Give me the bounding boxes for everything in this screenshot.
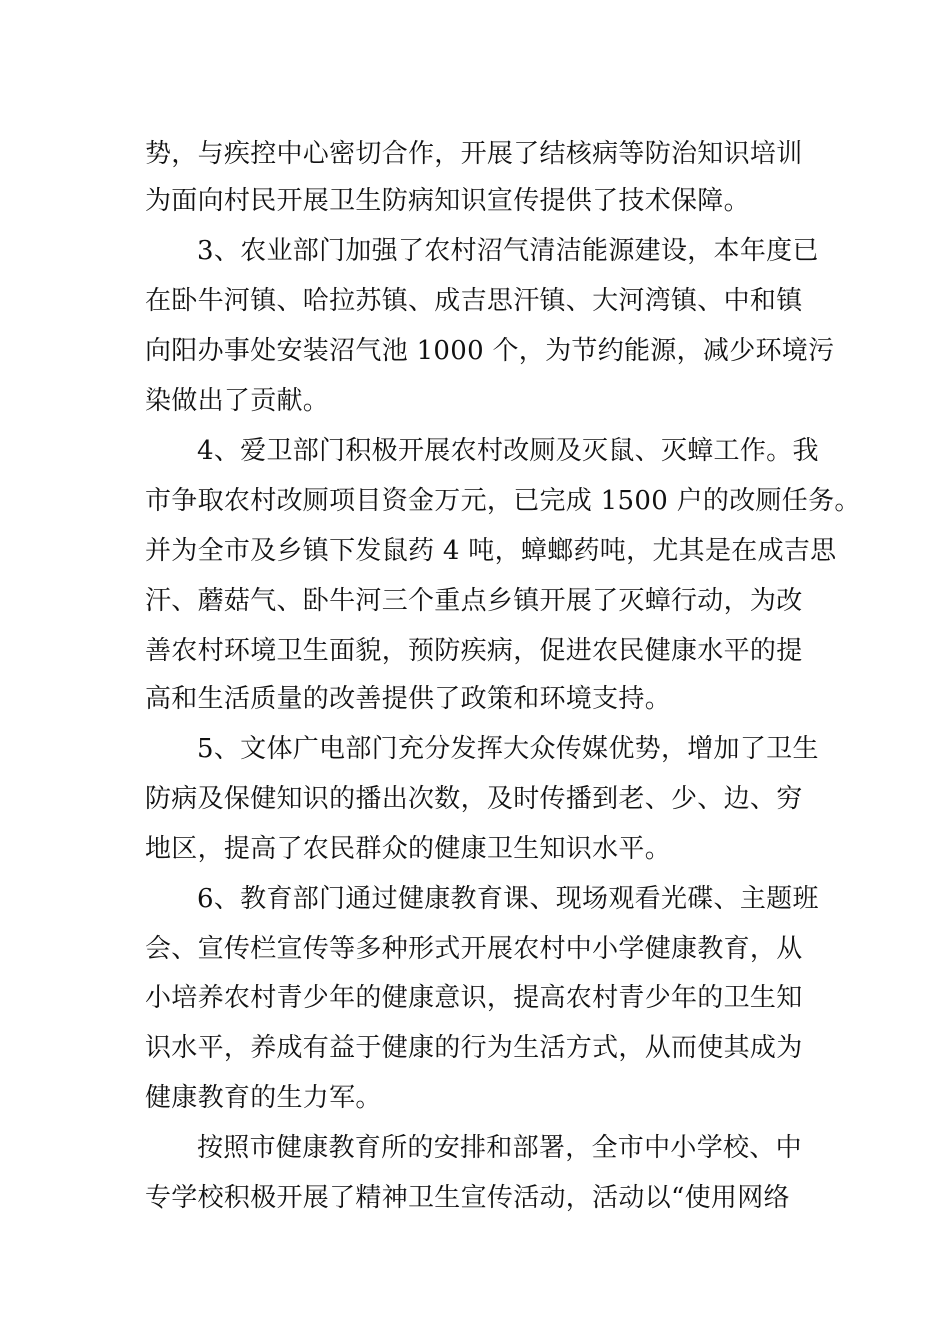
text-line: 为面向村民开展卫生防病知识宣传提供了技术保障。: [145, 186, 750, 216]
paragraph-start: 按照市健康教育所的安排和部署，全市中小学校、中: [197, 1133, 802, 1163]
paragraph-start: 4、爱卫部门积极开展农村改厕及灭鼠、灭蟑工作。我: [197, 436, 819, 466]
text-line: 防病及保健知识的播出次数，及时传播到老、少、边、穷: [145, 784, 803, 814]
text-line: 在卧牛河镇、哈拉苏镇、成吉思汗镇、大河湾镇、中和镇: [145, 286, 803, 316]
paragraph-start: 3、农业部门加强了农村沼气清洁能源建设，本年度已: [197, 236, 819, 266]
text-line: 健康教育的生力军。: [145, 1083, 382, 1113]
text-line: 高和生活质量的改善提供了政策和环境支持。: [145, 684, 672, 714]
text-line: 向阳办事处安装沼气池 1000 个，为节约能源，减少环境污: [145, 336, 835, 366]
text-line: 地区，提高了农民群众的健康卫生知识水平。: [145, 834, 672, 864]
text-line: 小培养农村青少年的健康意识，提高农村青少年的卫生知: [145, 983, 803, 1013]
text-line: 识水平，养成有益于健康的行为生活方式，从而使其成为: [145, 1033, 803, 1063]
paragraph-start: 5、文体广电部门充分发挥大众传媒优势，增加了卫生: [197, 734, 819, 764]
text-line: 专学校积极开展了精神卫生宣传活动，活动以“使用网络: [145, 1183, 790, 1213]
text-line: 会、宣传栏宣传等多种形式开展农村中小学健康教育，从: [145, 934, 803, 964]
text-line: 汗、蘑菇气、卧牛河三个重点乡镇开展了灭蟑行动，为改: [145, 586, 803, 616]
paragraph-start: 6、教育部门通过健康教育课、现场观看光碟、主题班: [197, 884, 819, 914]
text-line: 染做出了贡献。: [145, 386, 330, 416]
text-line: 并为全市及乡镇下发鼠药 4 吨，蟑螂药吨，尤其是在成吉思: [145, 536, 837, 566]
text-line: 势，与疾控中心密切合作，开展了结核病等防治知识培训: [145, 139, 803, 169]
text-line: 市争取农村改厕项目资金万元，已完成 1500 户的改厕任务。: [145, 486, 861, 516]
text-line: 善农村环境卫生面貌，预防疾病，促进农民健康水平的提: [145, 636, 803, 666]
